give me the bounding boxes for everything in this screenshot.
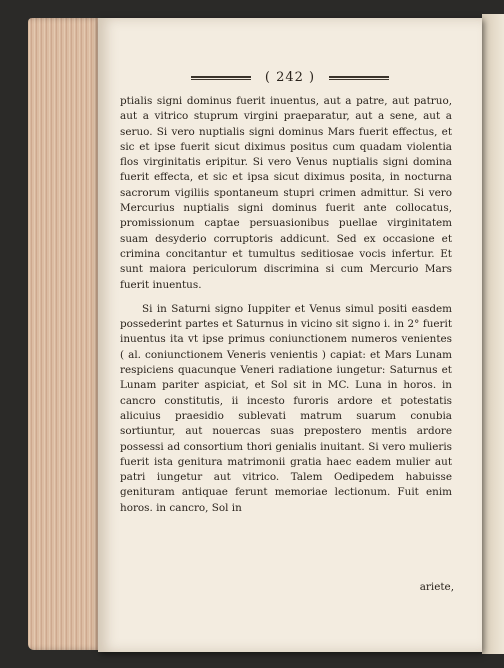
paragraph-2: Si in Saturni signo Iuppiter et Venus simul positi easdem possederint partes et Saturnus in vicino sit signo i. in 2° fuerit inuentus ita vt ipse primus coniunctionem numeros venientes ( al. coniunctionem Veneris venientis ) capiat: et Mars Lunam respiciens quacunque Veneri radiatione iungetur: Saturnus et Lunam pariter aspiciat, et Sol sit in MC. Luna in horos. in cancro constitutis, ii incesto furoris ardore et potestatis alicuius praesidio sublevati matrum suarum conubia sortiuntur, aut nouercas suas prepostero mentis ardore possessi ad consortium thori genialis inuitant. Si vero mulieris fuerit ista genitura matrimonii gratia haec eadem mulier aut patri iungetur aut vitrico. Talem Oedipedem habuisse genituram antiquae ferunt memoriae lectionum. Fuit enim horos. in cancro, Sol in [120, 302, 452, 514]
paragraph-1: ptialis signi dominus fuerit inuentus, aut a patre, aut patruo, aut a vitrico stuprum virgini praeparatur, aut a sene, aut a seruo. Si vero nuptialis signi dominus Mars fuerit effectus, et sic et ipse fuerit sicut diximus positus cum quadam violentia flos virginitatis eripitur. Si vero Venus nuptialis signi domina fuerit effecta, et sic et ipsa sicut diximus posita, in nocturna sacrorum vigiliis spontaneum stupri crimen admittur. Si vero Mercurius nuptialis signi dominus fuerit ante collocatus, promissionum captae persuasionibus puellae virginitatem suam desyderio corruptoris addicunt. Sed ex occasione et crimina concitantur et tumultus seditiosae vocis infertur. Et sunt maiora periculorum discrimina si cum Mercurio Mars fuerit inuentus. [120, 95, 452, 291]
header-rule-right [329, 76, 389, 80]
page-number: ( 242 ) [264, 70, 316, 85]
page-header [98, 70, 482, 85]
header-rule-left [191, 76, 251, 80]
book-page [98, 18, 482, 652]
catchword: ariete, [419, 581, 454, 593]
body-text [120, 94, 452, 516]
facing-page-edge [482, 14, 504, 654]
book-page-edges [28, 18, 102, 650]
